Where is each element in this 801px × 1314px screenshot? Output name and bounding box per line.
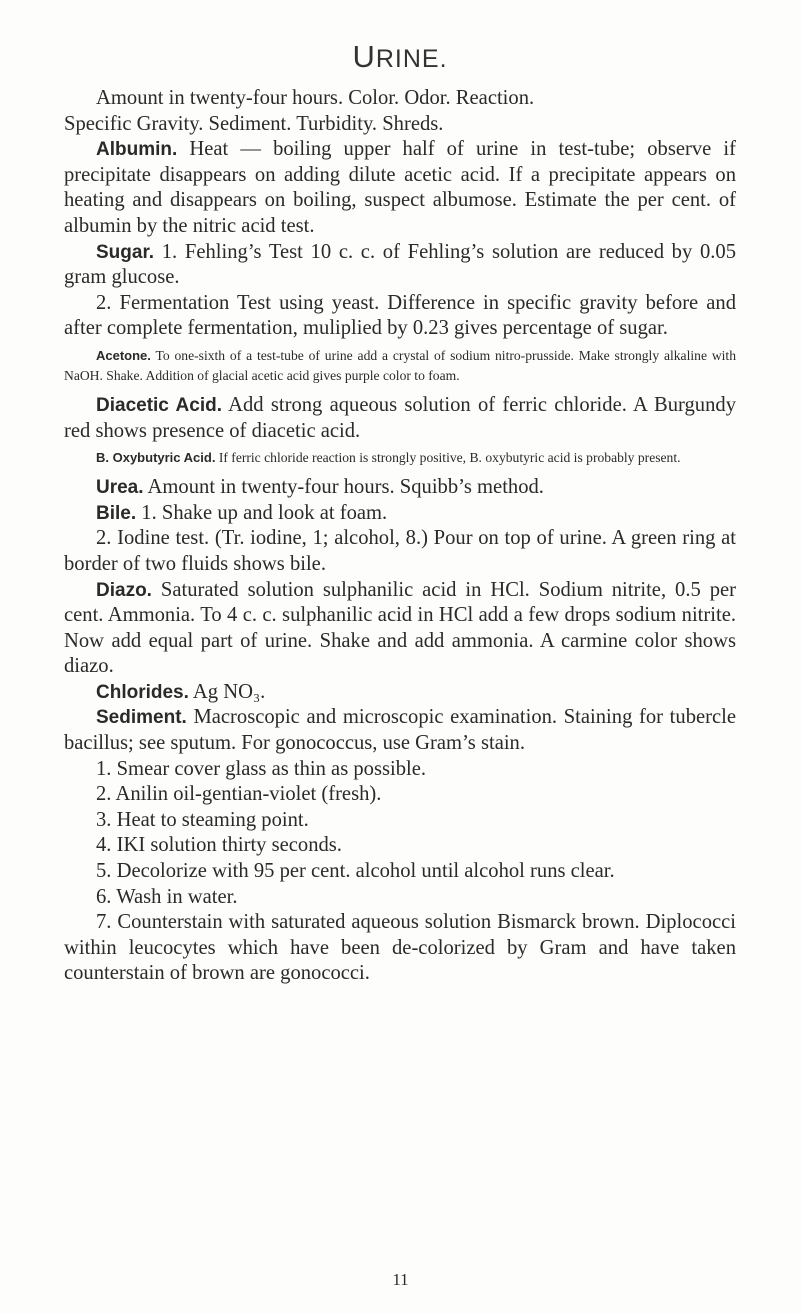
albumin-text: Heat — boiling upper half of urine in test-tube; observe if precipitate disappears on adding dilute acetic acid. If a precipitate appears on heating and disappears on boiling, suspect albumose. Estimate the per cent. of albumin by the nitric acid test. (64, 138, 736, 237)
gram-step-7: 7. Counterstain with saturated aqueous solution Bismarck brown. Diplococci within leucocytes which have been de-colorized by Gram and have taken counterstain of brown are gonococci. (64, 911, 736, 985)
diazo-paragraph (64, 578, 736, 680)
gram-step-2: 2. Anilin oil-gentian-violet (fresh). (96, 783, 382, 806)
bile-paragraph (64, 501, 736, 527)
acetone-paragraph (64, 346, 736, 386)
gram-step-6: 6. Wash in water. (96, 885, 238, 908)
sugar-paragraph (64, 240, 736, 291)
sediment-heading: Sediment. (96, 707, 187, 729)
gram-step-4: 4. IKI solution thirty seconds. (96, 834, 342, 857)
chlorides-text: Ag NO₃. (188, 680, 266, 703)
gram-step-1: 1. Smear cover glass as thin as possible. (96, 757, 427, 780)
diacetic-paragraph (64, 393, 736, 444)
urea-heading: Urea. (96, 477, 144, 499)
sugar-heading: Sugar. (96, 241, 155, 263)
title-initial: U (352, 39, 376, 74)
sugar-fermentation-paragraph: 2. Fermentation Test using yeast. Difference in specific gravity before and after complete fermentation, muliplied by 0.23 gives percentage of sugar. (64, 291, 736, 340)
page-number: 11 (392, 1270, 409, 1289)
albumin-paragraph (64, 137, 736, 239)
sediment-paragraph (64, 705, 736, 756)
intro-line-2: Specific Gravity. Sediment. Turbidity. Shreds. (64, 112, 444, 135)
oxybutyric-heading: B. Oxybutyric Acid. (96, 450, 216, 466)
page-content (64, 40, 736, 987)
acetone-heading: Acetone. (96, 347, 151, 363)
chlorides-paragraph (64, 680, 736, 706)
chlorides-heading: Chlorides. (96, 681, 189, 703)
sediment-text: Macroscopic and microscopic examination. Staining for tubercle bacillus; see sputum. For gonococcus, use Gram’s stain. (64, 706, 736, 755)
title-rest: RINE. (375, 45, 448, 73)
diazo-text: Saturated solution sulphanilic acid in HCl. Sodium nitrite, 0.5 per cent. Ammonia. To 4 c. c. sulphanilic acid in HCl add a few drops sodium nitrite. Now add equal part of urine. Shake and add ammonia. A carmine color shows diazo. (64, 578, 736, 678)
page-title (64, 40, 736, 76)
bile-text: 1. Shake up and look at foam. (136, 501, 388, 524)
gram-step-3: 3. Heat to steaming point. (96, 808, 309, 831)
acetone-text: To one-sixth of a test-tube of urine add a crystal of sodium nitro-prusside. Make strongly alkaline with NaOH. Shake. Addition of glacial acetic acid gives purple color to foam. (64, 347, 736, 383)
bile-iodine-paragraph: 2. Iodine test. (Tr. iodine, 1; alcohol, 8.) Pour on top of urine. A green ring at border of two fluids shows bile. (64, 527, 736, 575)
oxybutyric-paragraph (64, 448, 736, 468)
urea-paragraph (64, 475, 736, 501)
oxybutyric-text: If ferric chloride reaction is strongly positive, B. oxybutyric acid is probably present. (215, 450, 681, 466)
intro-line-1: Amount in twenty-four hours. Color. Odor. Reaction. (96, 87, 535, 109)
diacetic-text: Add strong aqueous solution of ferric chloride. A Burgundy red shows presence of diacetic acid. (64, 393, 736, 442)
diazo-heading: Diazo. (96, 579, 152, 601)
bile-heading: Bile. (96, 502, 137, 524)
sugar-text: 1. Fehling’s Test 10 c. c. of Fehling’s solution are reduced by 0.05 gram glucose. (64, 240, 736, 289)
diacetic-heading: Diacetic Acid. (96, 394, 223, 416)
urea-text: Amount in twenty-four hours. Squibb’s method. (143, 476, 544, 499)
albumin-heading: Albumin. (96, 139, 178, 161)
gram-step-5: 5. Decolorize with 95 per cent. alcohol until alcohol runs clear. (96, 860, 615, 883)
